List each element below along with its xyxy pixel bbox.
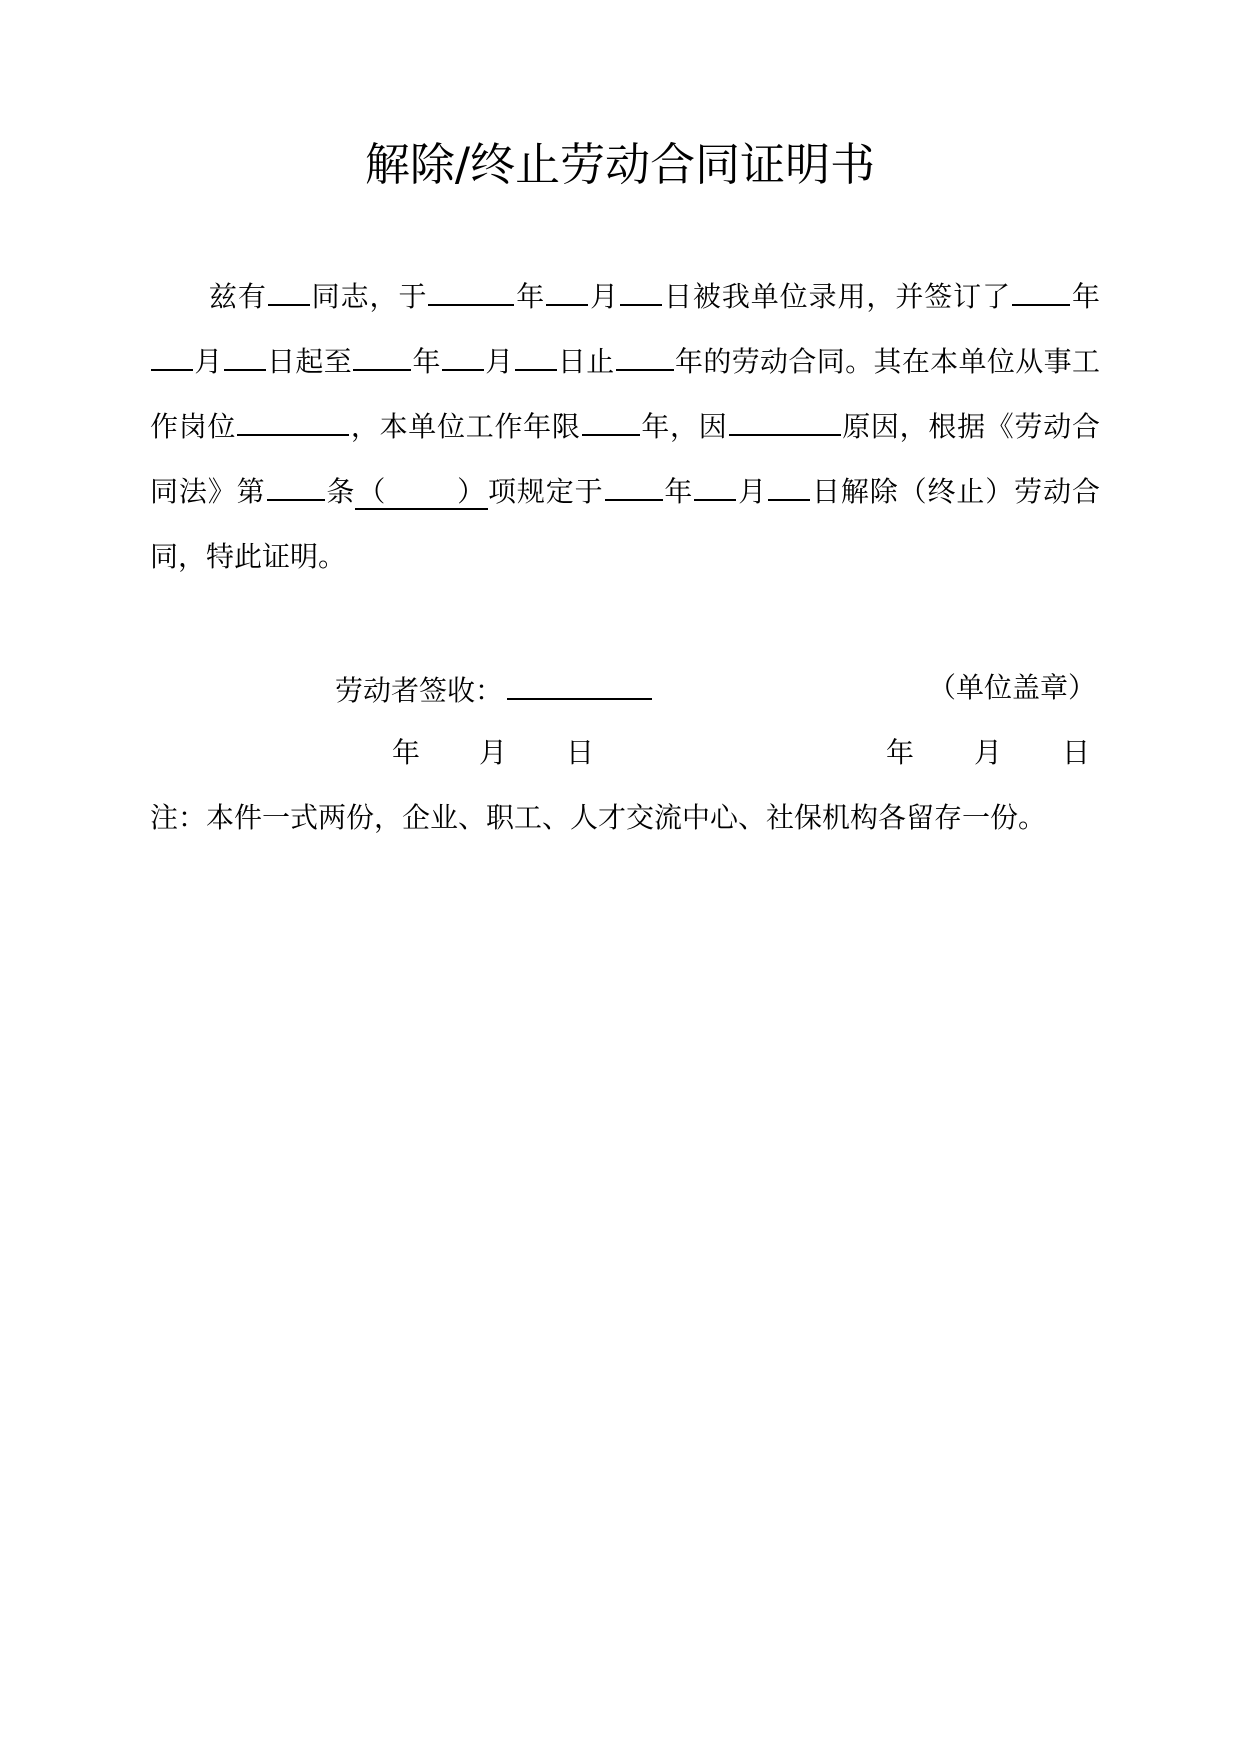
termination-day-blank[interactable]	[768, 470, 810, 501]
body-text: 年	[412, 345, 441, 378]
name-blank[interactable]	[268, 275, 310, 306]
worker-date-year: 年	[392, 736, 421, 769]
body-text: 兹有	[208, 280, 267, 313]
hire-month-blank[interactable]	[546, 275, 588, 306]
contract-term-years-blank[interactable]	[616, 340, 674, 371]
body-text: 年，因	[640, 410, 728, 443]
body-text: 日解除（终止）劳动合同，特此证明。	[150, 475, 1100, 573]
hire-year-blank[interactable]	[428, 275, 514, 306]
body-text: 年	[1071, 280, 1100, 313]
service-years-blank[interactable]	[582, 405, 640, 436]
contract-end-year-blank[interactable]	[353, 340, 411, 371]
paren-open: （	[357, 475, 387, 508]
worker-signature-blank[interactable]	[507, 668, 652, 700]
worker-date-day: 日	[566, 736, 595, 769]
contract-end-month-blank[interactable]	[442, 340, 484, 371]
body-text: 日起至	[266, 345, 353, 378]
body-text: 月	[737, 475, 768, 508]
body-text: 月	[194, 345, 223, 378]
body-text: 年的劳动合同。其在本单位从事工作岗位	[150, 345, 1100, 443]
document-title: 解除/终止劳动合同证明书	[364, 138, 876, 191]
body-text: 月	[589, 280, 620, 313]
body-text: ，本单位工作年限	[350, 410, 581, 443]
company-date-year: 年	[886, 736, 915, 769]
footnote: 注：本件一式两份，企业、职工、人才交流中心、社保机构各留存一份。	[150, 801, 1047, 834]
body-text: 日止	[557, 345, 615, 378]
termination-year-blank[interactable]	[605, 470, 663, 501]
company-date-day: 日	[1062, 736, 1091, 769]
contract-start-month-blank[interactable]	[151, 340, 193, 371]
body-text: 同志，于	[310, 280, 428, 313]
contract-start-year-blank[interactable]	[1012, 275, 1070, 306]
company-seal-label: （单位盖章）	[928, 671, 1097, 704]
body-text: 日被我单位录用，并签订了	[663, 280, 1012, 313]
body-text: 年	[663, 475, 694, 508]
worker-signature-row	[335, 668, 652, 711]
company-date-month: 月	[974, 736, 1003, 769]
body-text: 项规定于	[488, 475, 604, 508]
body-text: 条	[325, 475, 356, 508]
worker-signature-label: 劳动者签收：	[335, 674, 504, 707]
body-text: 月	[484, 345, 514, 378]
certificate-body	[150, 264, 1100, 589]
paren-close: ）	[456, 475, 486, 508]
termination-month-blank[interactable]	[694, 470, 736, 501]
article-number-blank[interactable]	[267, 470, 325, 501]
worker-date-month: 月	[479, 736, 508, 769]
hire-day-blank[interactable]	[620, 275, 662, 306]
job-position-blank[interactable]	[237, 405, 349, 436]
contract-end-day-blank[interactable]	[515, 340, 557, 371]
contract-start-day-blank[interactable]	[224, 340, 266, 371]
clause-item-field[interactable]	[355, 475, 488, 510]
reason-blank[interactable]	[729, 405, 841, 436]
body-text: 年	[515, 280, 546, 313]
body-text: 原因，根据《劳动合同法》第	[150, 410, 1100, 508]
